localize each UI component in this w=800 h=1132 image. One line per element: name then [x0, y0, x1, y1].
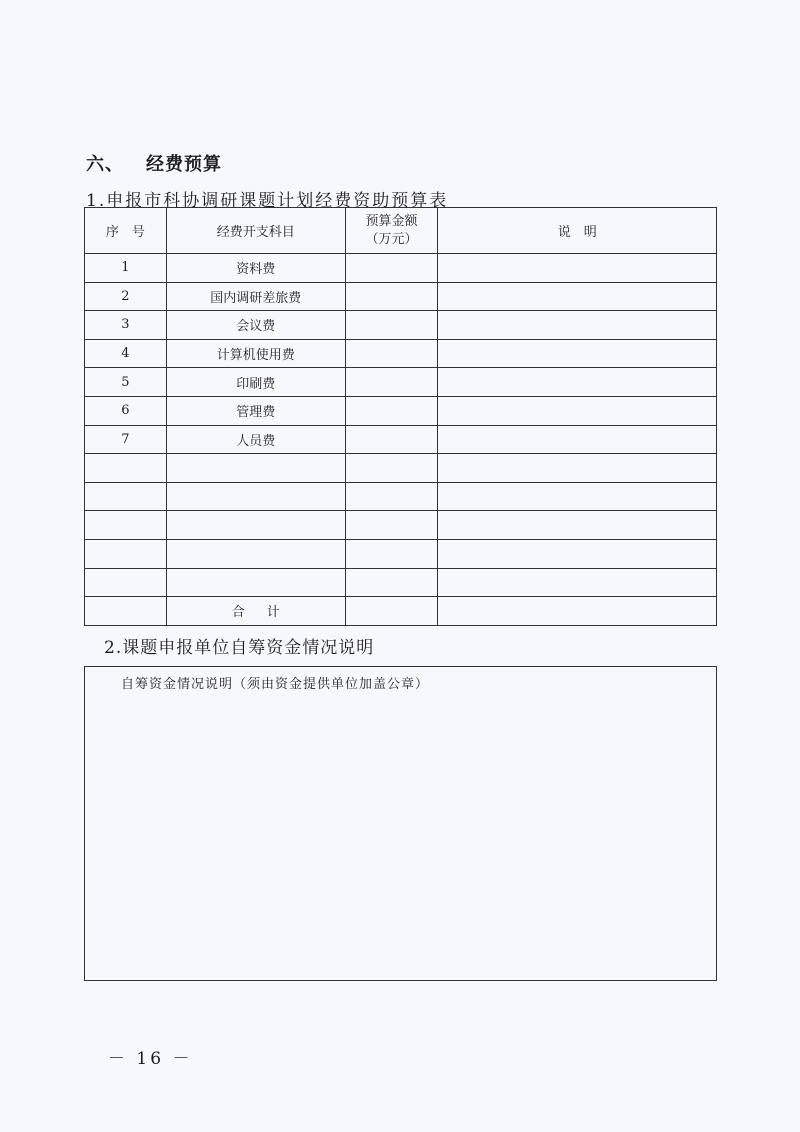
header-amount-line2: （万元）: [365, 231, 418, 247]
empty-cell[interactable]: [166, 454, 345, 483]
empty-cell[interactable]: [438, 482, 717, 511]
header-note: 说 明: [438, 208, 717, 254]
total-note[interactable]: [438, 597, 717, 626]
empty-cell[interactable]: [345, 539, 438, 568]
empty-cell[interactable]: [345, 482, 438, 511]
row-item: 会议费: [166, 311, 345, 340]
row-note[interactable]: [438, 311, 717, 340]
budget-table-title: 1.申报市科协调研课题计划经费资助预算表: [86, 191, 449, 211]
row-note[interactable]: [438, 396, 717, 425]
empty-cell[interactable]: [345, 511, 438, 540]
row-seq: 1: [85, 254, 167, 283]
empty-cell[interactable]: [166, 511, 345, 540]
empty-row: [85, 482, 717, 511]
row-note[interactable]: [438, 339, 717, 368]
total-label: 合计: [166, 597, 345, 626]
section-title: 经费预算: [146, 154, 222, 175]
row-amount[interactable]: [345, 368, 438, 397]
row-note[interactable]: [438, 254, 717, 283]
row-seq: 6: [85, 396, 167, 425]
self-funding-box[interactable]: [84, 666, 717, 981]
row-amount[interactable]: [345, 425, 438, 454]
table-header-row: [85, 208, 717, 254]
table-row: [85, 368, 717, 397]
empty-cell[interactable]: [85, 511, 167, 540]
row-note[interactable]: [438, 368, 717, 397]
empty-cell[interactable]: [85, 568, 167, 597]
row-amount[interactable]: [345, 311, 438, 340]
empty-row: [85, 539, 717, 568]
total-amount[interactable]: [345, 597, 438, 626]
empty-cell[interactable]: [166, 539, 345, 568]
empty-cell[interactable]: [85, 482, 167, 511]
section-heading: [86, 150, 222, 176]
header-amount: [345, 208, 438, 254]
row-amount[interactable]: [345, 282, 438, 311]
row-amount[interactable]: [345, 254, 438, 283]
row-item: 管理费: [166, 396, 345, 425]
row-item: 人员费: [166, 425, 345, 454]
empty-cell[interactable]: [438, 511, 717, 540]
row-note[interactable]: [438, 282, 717, 311]
empty-cell[interactable]: [85, 539, 167, 568]
table-row: [85, 282, 717, 311]
page-number: － 16 －: [108, 1049, 193, 1069]
total-seq-cell: [85, 597, 167, 626]
empty-cell[interactable]: [345, 568, 438, 597]
header-seq: 序 号: [85, 208, 167, 254]
self-funding-box-label: 自筹资金情况说明（须由资金提供单位加盖公章）: [121, 677, 430, 692]
row-amount[interactable]: [345, 396, 438, 425]
table-row: [85, 339, 717, 368]
empty-cell[interactable]: [345, 454, 438, 483]
empty-cell[interactable]: [85, 454, 167, 483]
header-amount-line1: 预算金额: [365, 213, 418, 229]
section-number: 六、: [86, 154, 124, 175]
total-row: [85, 597, 717, 626]
empty-cell[interactable]: [438, 539, 717, 568]
row-item: 印刷费: [166, 368, 345, 397]
row-seq: 4: [85, 339, 167, 368]
row-seq: 2: [85, 282, 167, 311]
empty-cell[interactable]: [438, 568, 717, 597]
row-item: 资料费: [166, 254, 345, 283]
row-amount[interactable]: [345, 339, 438, 368]
row-seq: 7: [85, 425, 167, 454]
row-item: 国内调研差旅费: [166, 282, 345, 311]
table-row: [85, 311, 717, 340]
empty-row: [85, 454, 717, 483]
row-seq: 5: [85, 368, 167, 397]
row-seq: 3: [85, 311, 167, 340]
row-note[interactable]: [438, 425, 717, 454]
empty-cell[interactable]: [166, 482, 345, 511]
table-row: [85, 396, 717, 425]
empty-row: [85, 511, 717, 540]
table-row: [85, 254, 717, 283]
row-item: 计算机使用费: [166, 339, 345, 368]
table-row: [85, 425, 717, 454]
empty-row: [85, 568, 717, 597]
budget-table: [84, 207, 717, 626]
self-funding-title: 2.课题申报单位自筹资金情况说明: [104, 638, 375, 658]
empty-cell[interactable]: [438, 454, 717, 483]
header-item: 经费开支科目: [166, 208, 345, 254]
empty-cell[interactable]: [166, 568, 345, 597]
